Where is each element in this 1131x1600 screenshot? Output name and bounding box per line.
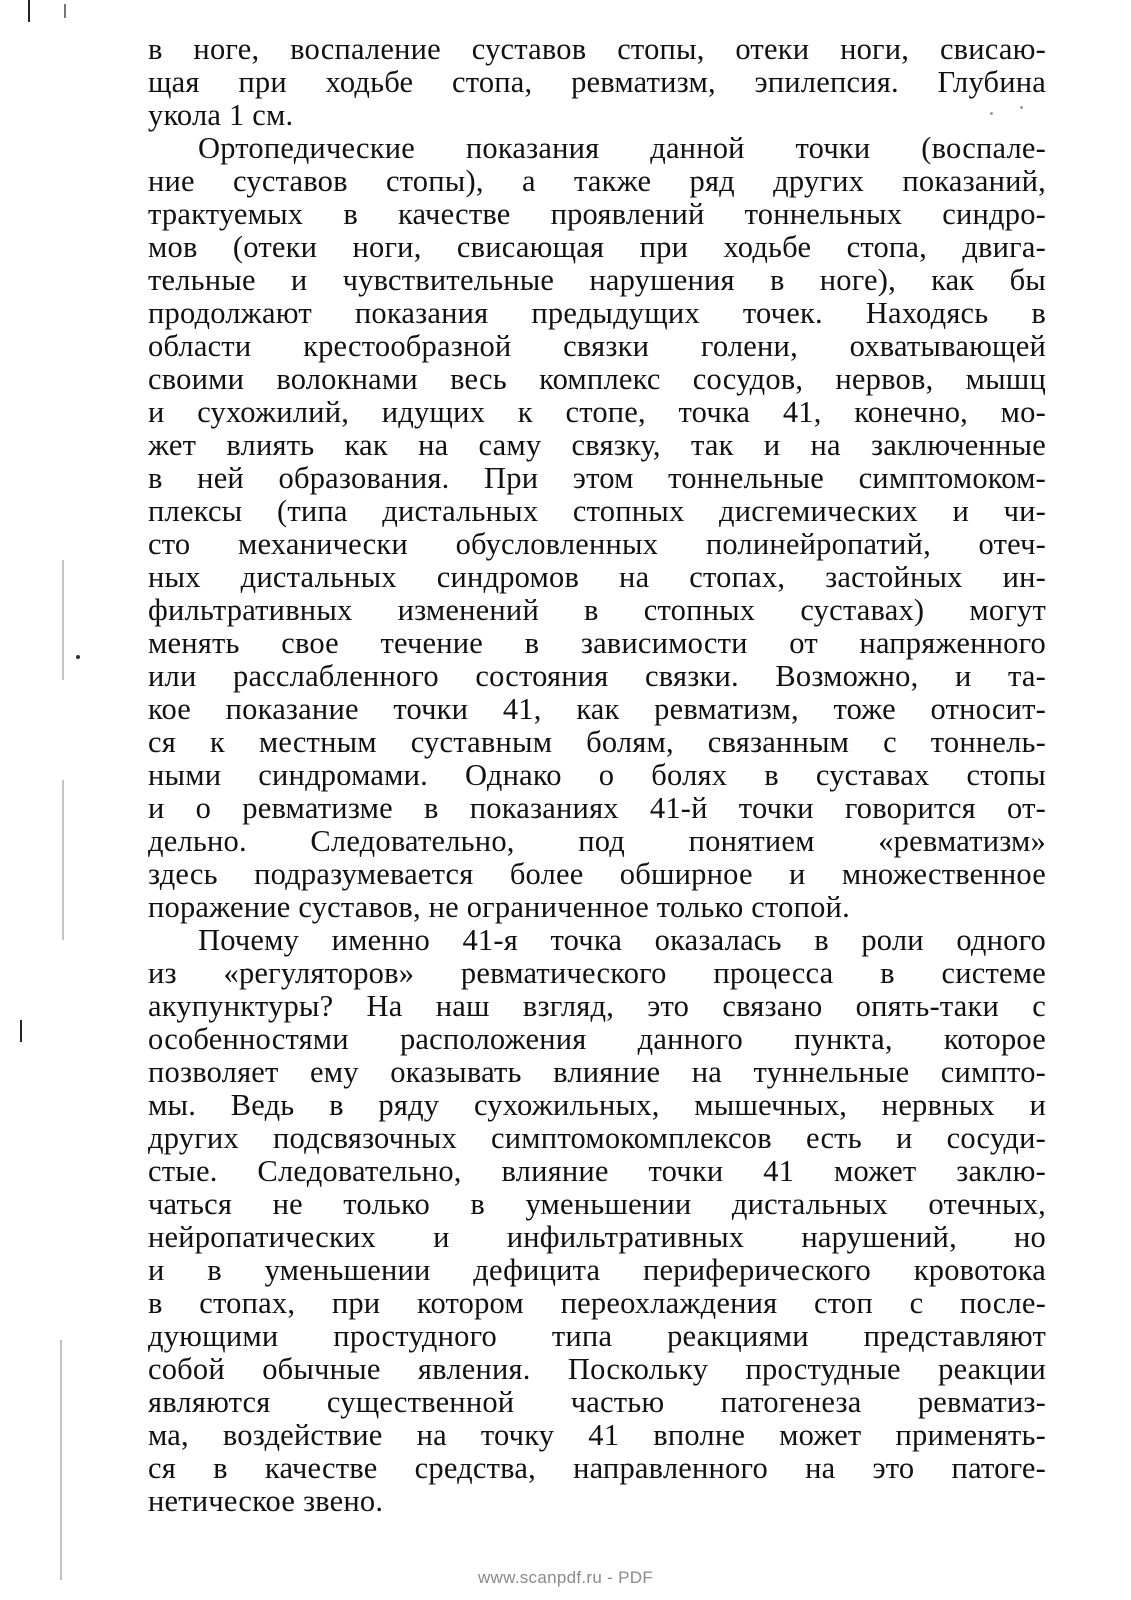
text-line: и сухожилий, идущих к стопе, точка 41, конечно, мо-: [148, 396, 1046, 429]
scan-edge-mark: [60, 1340, 62, 1580]
text-line: мов (отеки ноги, свисающая при ходьбе стопа, двига-: [148, 231, 1046, 264]
text-line: ние суставов стопы), а также ряд других показаний,: [148, 165, 1046, 198]
text-line: трактуемых в качестве проявлений тоннельных синдро-: [148, 198, 1046, 231]
scan-edge-mark: [62, 780, 64, 940]
text-line: других подсвязочных симптомокомплексов есть и сосуди-: [148, 1122, 1046, 1155]
text-line: и в уменьшении дефицита периферического кровотока: [148, 1254, 1046, 1287]
text-line: ма, воздействие на точку 41 вполне может применять-: [148, 1419, 1046, 1452]
text-line: нетическое звено.: [148, 1485, 384, 1518]
text-line: плексы (типа дистальных стопных дисгемических и чи-: [148, 495, 1046, 528]
text-line: в ней образования. При этом тоннельные симптомоком-: [148, 462, 1046, 495]
text-line: укола 1 см.: [148, 99, 294, 132]
text-line: Почему именно 41-я точка оказалась в роли одного: [198, 924, 1046, 957]
text-line: сто механически обусловленных полинейропатий, отеч-: [148, 528, 1046, 561]
text-line: или расслабленного состояния связки. Возможно, и та-: [148, 660, 1046, 693]
text-line: в стопах, при котором переохлаждения стоп с после-: [148, 1287, 1046, 1320]
text-line: ных дистальных синдромов на стопах, застойных ин-: [148, 561, 1046, 594]
scan-edge-mark: [62, 560, 64, 680]
text-line: ными синдромами. Однако о болях в суставах стопы: [148, 759, 1046, 792]
footer-watermark: www.scanpdf.ru - PDF: [477, 1568, 654, 1587]
text-line: в ноге, воспаление суставов стопы, отеки ноги, свисаю-: [148, 33, 1046, 66]
scan-edge-mark: [28, 0, 30, 22]
text-line: фильтративных изменений в стопных суставах) могут: [148, 594, 1046, 627]
text-line: щая при ходьбе стопа, ревматизм, эпилепсия. Глубина: [148, 66, 1046, 99]
text-line: позволяет ему оказывать влияние на туннельные симпто-: [148, 1056, 1046, 1089]
text-line: мы. Ведь в ряду сухожильных, мышечных, нервных и: [148, 1089, 1046, 1122]
text-line: своими волокнами весь комплекс сосудов, нервов, мышц: [148, 363, 1046, 396]
text-line: жет влиять как на саму связку, так и на заключенные: [148, 429, 1046, 462]
text-line: чаться не только в уменьшении дистальных отечных,: [148, 1188, 1046, 1221]
text-line: кое показание точки 41, как ревматизм, тоже относит-: [148, 693, 1046, 726]
scan-edge-mark: [20, 1020, 22, 1042]
text-line: менять свое течение в зависимости от напряженного: [148, 627, 1046, 660]
scan-speck: [76, 655, 80, 659]
text-line: здесь подразумевается более обширное и множественное: [148, 858, 1046, 891]
text-line: из «регуляторов» ревматического процесса в системе: [148, 957, 1046, 990]
text-line: дельно. Следовательно, под понятием «ревматизм»: [148, 825, 1046, 858]
text-line: особенностями расположения данного пункта, которое: [148, 1023, 1046, 1056]
text-line: дующими простудного типа реакциями представляют: [148, 1320, 1046, 1353]
text-line: и о ревматизме в показаниях 41-й точки говорится от-: [148, 792, 1046, 825]
scan-edge-mark: [64, 4, 66, 18]
text-line: поражение суставов, не ограниченное только стопой.: [148, 891, 850, 924]
text-line: Ортопедические показания данной точки (воспале-: [198, 132, 1046, 165]
text-line: собой обычные явления. Поскольку простудные реакции: [148, 1353, 1046, 1386]
text-line: области крестообразной связки голени, охватывающей: [148, 330, 1046, 363]
text-line: являются существенной частью патогенеза ревматиз-: [148, 1386, 1046, 1419]
text-line: акупунктуры? На наш взгляд, это связано опять-таки с: [148, 990, 1046, 1023]
text-line: нейропатических и инфильтративных нарушений, но: [148, 1221, 1046, 1254]
text-line: тельные и чувствительные нарушения в ноге), как бы: [148, 264, 1046, 297]
text-line: ся к местным суставным болям, связанным с тоннель-: [148, 726, 1046, 759]
text-line: стые. Следовательно, влияние точки 41 может заклю-: [148, 1155, 1046, 1188]
text-line: продолжают показания предыдущих точек. Находясь в: [148, 297, 1046, 330]
text-line: ся в качестве средства, направленного на это патоге-: [148, 1452, 1046, 1485]
